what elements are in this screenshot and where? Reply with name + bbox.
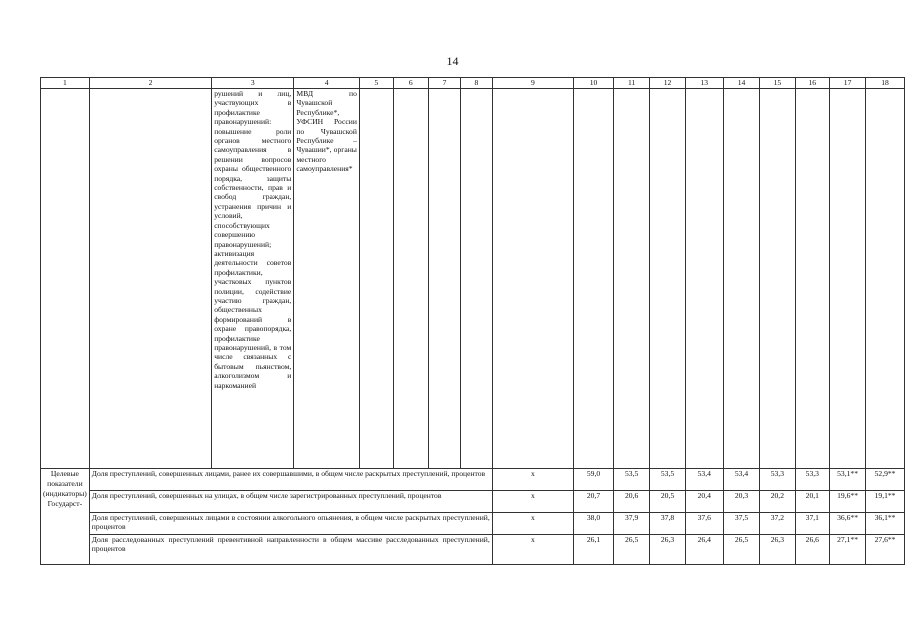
column-number: 6	[393, 78, 429, 89]
indicator-value: 36,1**	[866, 513, 905, 535]
table-row	[41, 535, 905, 565]
indicator-value: 37,2	[760, 513, 795, 535]
indicator-value: 53,3	[760, 469, 795, 491]
indicator-value: 52,9**	[866, 469, 905, 491]
indicator-value: 37,8	[650, 513, 685, 535]
column-number: 8	[460, 78, 492, 89]
column-number-row	[41, 78, 905, 89]
indicator-value: 53,4	[685, 469, 723, 491]
indicator-value: 20,2	[760, 491, 795, 513]
indicator-value: 26,3	[760, 535, 795, 565]
column-number: 16	[795, 78, 829, 89]
indicator-value: 53,3	[795, 469, 829, 491]
page-number: 14	[446, 54, 459, 68]
indicator-value: 20,7	[574, 491, 614, 513]
x-mark: x	[492, 513, 573, 535]
indicator-value: 26,3	[650, 535, 685, 565]
x-mark: x	[492, 491, 573, 513]
indicator-description: Доля преступлений, совершенных на улицах, в общем числе зарегистрированных преступлений, процентов	[89, 491, 492, 513]
column-number: 15	[760, 78, 795, 89]
indicator-value: 53,1**	[830, 469, 866, 491]
indicator-value: 19,1**	[866, 491, 905, 513]
indicator-value: 20,4	[685, 491, 723, 513]
indicator-value: 20,5	[650, 491, 685, 513]
indicator-description: Доля преступлений, совершенных лицами в состоянии алкогольного опьянения, в общем числе раскрытых преступлений, процентов	[89, 513, 492, 535]
indicator-value: 37,1	[795, 513, 829, 535]
column-number: 1	[41, 78, 90, 89]
x-mark: x	[492, 469, 573, 491]
table-row	[41, 491, 905, 513]
column-number: 2	[89, 78, 211, 89]
indicator-value: 27,6**	[866, 535, 905, 565]
indicator-value: 19,6**	[830, 491, 866, 513]
indicator-value: 26,1	[574, 535, 614, 565]
column-number: 13	[685, 78, 723, 89]
column-number: 7	[429, 78, 461, 89]
indicator-value: 20,1	[795, 491, 829, 513]
indicator-value: 20,3	[723, 491, 759, 513]
indicator-value: 37,6	[685, 513, 723, 535]
indicator-value: 36,6**	[830, 513, 866, 535]
indicator-header: Целевые показатели (индикаторы) Государст-	[41, 469, 90, 565]
column-number: 10	[574, 78, 614, 89]
indicator-value: 37,9	[613, 513, 649, 535]
indicator-description: Доля расследованных преступлений превентивной направленности в общем массиве расследованных преступлений, процентов	[89, 535, 492, 565]
column-number: 5	[359, 78, 393, 89]
indicator-value: 27,1**	[830, 535, 866, 565]
table-row	[41, 513, 905, 535]
indicator-value: 26,5	[613, 535, 649, 565]
column-number: 12	[650, 78, 685, 89]
responsible-executors: МВД по Чувашской Республике*, УФСИН России по Чувашской Республике – Чувашии*, органы местного самоуправления*	[294, 89, 360, 469]
indicator-value: 26,6	[795, 535, 829, 565]
measure-description: рушений и лиц, участвующих в профилактике правонарушений: повышение роли органов местного самоуправления в решении вопросов охраны общественного порядка, защиты собственности, прав и свобод граждан, устранения причин и условий, способствующих совершению правонарушений; активизация деятельности советов профилактики, участковых пунктов полиции, содействие участию граждан, общественных формирований в охране правопорядка, профилактике правонарушений, в том числе связанных с бытовым пьянством, алкоголизмом и наркоманией	[212, 89, 294, 469]
column-number: 17	[830, 78, 866, 89]
indicator-value: 37,5	[723, 513, 759, 535]
indicator-value: 26,5	[723, 535, 759, 565]
table-row	[41, 469, 905, 491]
column-number: 4	[294, 78, 360, 89]
x-mark: x	[492, 535, 573, 565]
indicator-value: 53,4	[723, 469, 759, 491]
indicator-value: 38,0	[574, 513, 614, 535]
column-number: 14	[723, 78, 759, 89]
column-number: 18	[866, 78, 905, 89]
indicator-value: 20,6	[613, 491, 649, 513]
column-number: 9	[492, 78, 573, 89]
indicator-value: 59,0	[574, 469, 614, 491]
program-table	[40, 77, 905, 565]
indicator-description: Доля преступлений, совершенных лицами, ранее их совершавшими, в общем числе раскрытых преступлений, процентов	[89, 469, 492, 491]
column-number: 11	[613, 78, 649, 89]
indicator-value: 53,5	[613, 469, 649, 491]
indicator-value: 53,5	[650, 469, 685, 491]
indicator-value: 26,4	[685, 535, 723, 565]
continuation-row	[41, 89, 905, 469]
column-number: 3	[212, 78, 294, 89]
